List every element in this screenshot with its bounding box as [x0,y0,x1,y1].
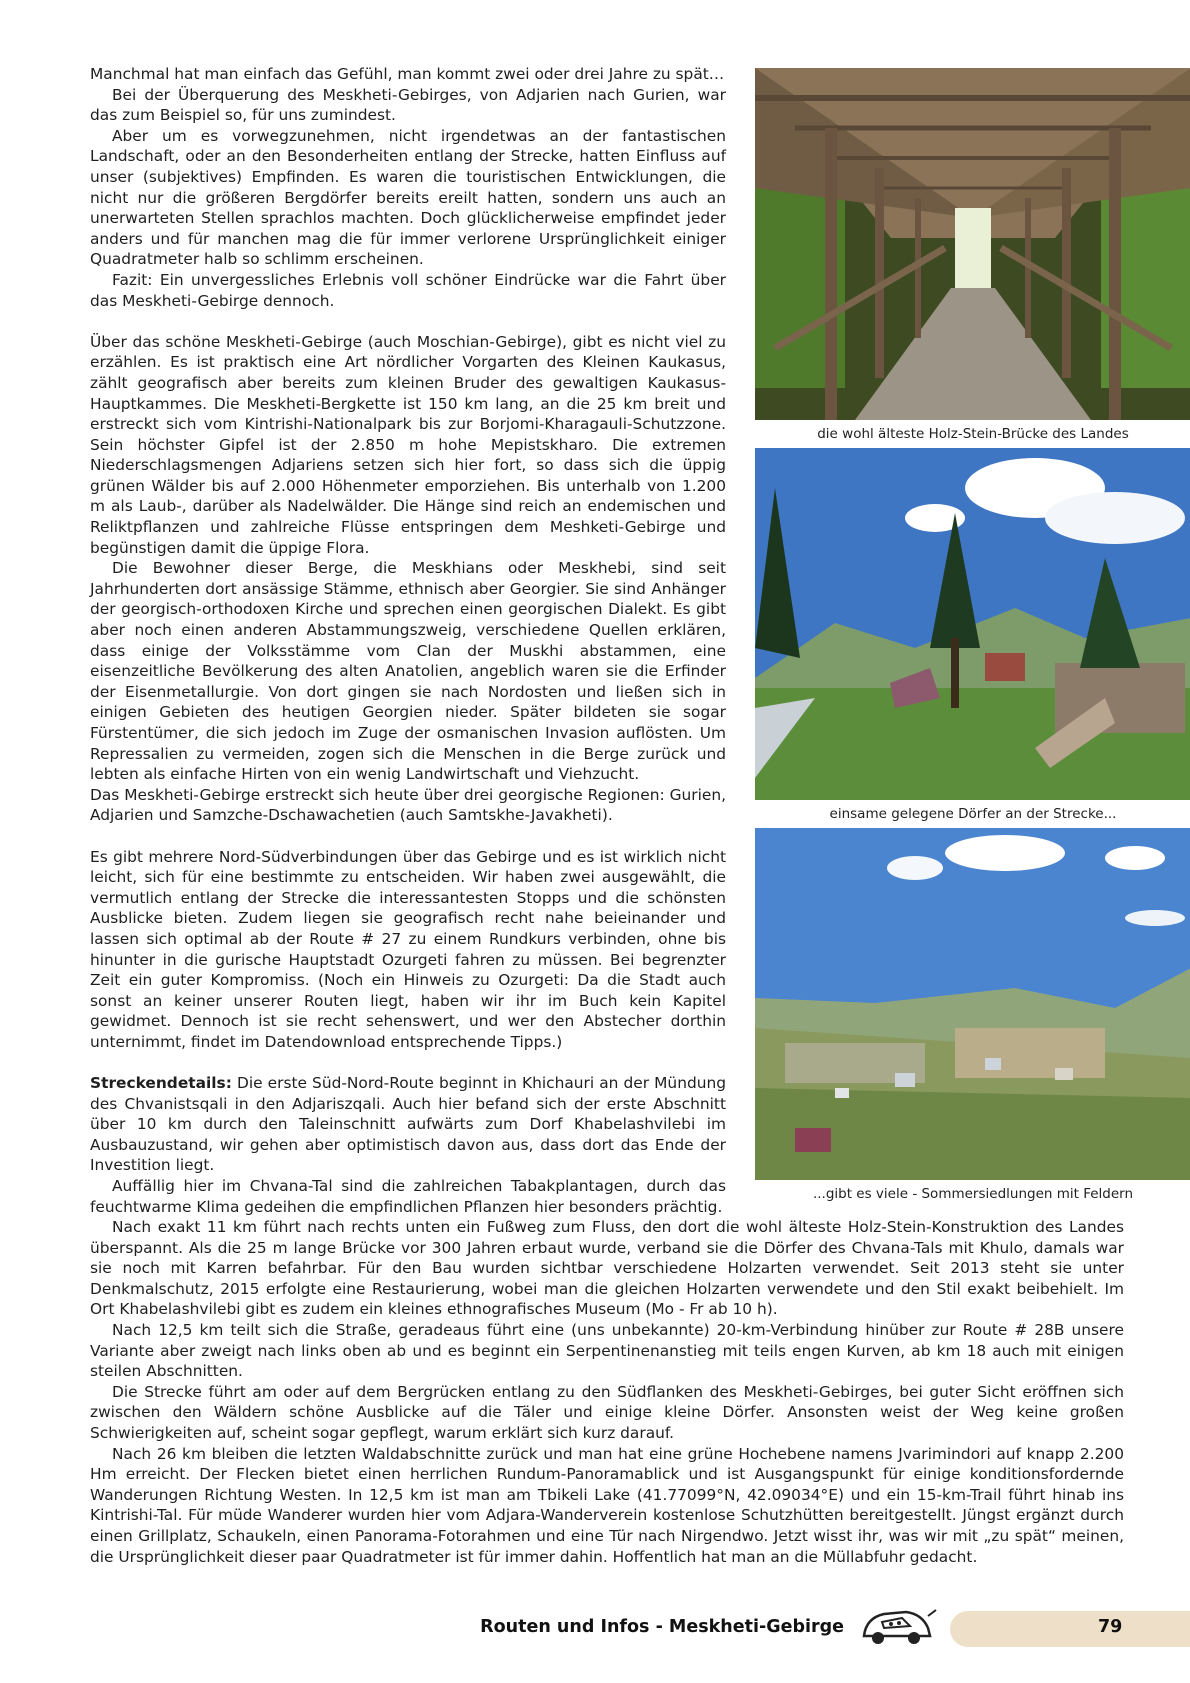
photo-caption: einsame gelegene Dörfer an der Strecke... [829,806,1117,822]
footer-pill [950,1611,1190,1647]
photo-caption: die wohl älteste Holz-Stein-Brücke des Landes [817,426,1129,442]
paragraph: Nach exakt 11 km führt nach rechts unten ein Fußweg zum Fluss, den dort die wohl älteste Holz-Stein-Konstruktion des Landes überspannt. Als die 25 m lange Brücke vor 300 Jahren erbaut wurde, verband sie die Dörfer des Chvana-Tals mit Khulo, damals war sie noch mit Karren befahrbar. Für den Bau wurden sichtbar verschiedene Holzarten verwendet. Seit 2013 steht sie unter Denkmalschutz, 2015 erfolgte eine Restaurierung, wobei man die gleichen Holzarten verwendete und den Stil exakt beibehielt. Im Ort Khabelashvilebi gibt es zudem ein kleines ethnografisches Museum (Mo - Fr ab 10 h). [90,1218,1124,1319]
streckendetails-label: Streckendetails: [90,1074,232,1093]
paragraph: Nach 12,5 km teilt sich die Straße, geradeaus führt eine (uns unbekannte) 20-km-Verbindung hinüber zur Route # 28B unsere Variante aber zweigt nach links oben ab und es beginnt ein Serpentinenanstieg mit teils engen Kurven, ab km 18 auch mit einigen steilen Abschnitten. [90,1320,1124,1381]
paragraph: Das Meskheti-Gebirge erstreckt sich heute über drei georgische Regionen: Gurien, Adjarien und Samzche-Dschawachetien (auch Samtskhe-Javakheti). [90,785,726,825]
paragraph: Aber um es vorwegzunehmen, nicht irgendetwas an der fantastischen Landschaft, oder an den Besonderheiten entlang der Strecke, hatten Einfluss auf unser (subjektives) Empfinden. Es waren die touristischen Entwicklungen, die nicht nur die größeren Bergdörfer bereits ereilt hatten, sondern uns auch an unerwarteten Stellen sprachlos machten. Doch glücklicherweise empfindet jeder anders und für manchen mag die für immer verlorene Ursprünglichkeit einiger Quadratmeter halb so schlimm erscheinen. [90,126,726,269]
footer-title: Routen und Infos - Meskheti-Gebirge [480,1617,844,1637]
streckendetails-paragraph [90,1073,726,1176]
settlement-photo [755,828,1190,1180]
village-photo [755,448,1190,800]
paragraph: Manchmal hat man einfach das Gefühl, man kommt zwei oder drei Jahre zu spät… [90,65,725,83]
paragraph: Die Strecke führt am oder auf dem Bergrücken entlang zu den Südflanken des Meskheti-Gebirges, bei guter Sicht eröffnen sich zwischen den Wäldern schöne Ausblicke auf die Täler und einige kleine Dörfer. Ansonsten weist der Weg keine großen Schwierigkeiten auf, scheint sogar gepflegt, warum erklärt sich kurz darauf. [90,1382,1124,1442]
streckendetails-text: Die erste Süd-Nord-Route beginnt in Khichauri an der Mündung des Chvanistsqali in den Adjariszqali. Auch hier befand sich der erste Abschnitt über 10 km durch den Taleinschnitt aufwärts zum Dorf Khabelashvilebi im Ausbauzustand, wir gehen aber optimistisch davon aus, dass dort das Ende der Investition liegt. [90,1074,726,1175]
paragraph: Auffällig hier im Chvana-Tal sind die zahlreichen Tabakplantagen, durch das feuchtwarme Klima gedeihen die empfindlichen Pflanzen hier besonders prächtig. [90,1177,726,1216]
paragraph: Es gibt mehrere Nord-Südverbindungen über das Gebirge und es ist wirklich nicht leicht, sich für eine bestimmte zu entscheiden. Wir haben zwei ausgewählt, die vermutlich entlang der Strecke die interessantesten Stopps und die schönsten Ausblicke bieten. Zudem liegen sie geografisch recht nahe beieinander und lassen sich optimal ab der Route # 27 zu einem Rundkurs verbinden, ohne bis hinunter in die gurische Hauptstadt Ozurgeti fahren zu müssen. Bei begrenzter Zeit ein guter Kompromiss. (Noch ein Hinweis zu Ozurgeti: Da die Stadt auch sonst an keiner unserer Routen liegt, haben wir ihr im Buch kein Kapitel gewidmet. Dennoch ist sie recht sehenswert, und wer den Abstecher dorthin unternimmt, findet im Datendownload entsprechende Tipps.) [90,847,726,1051]
paragraph: Fazit: Ein unvergessliches Erlebnis voll schöner Eindrücke war die Fahrt über das Meskheti-Gebirge dennoch. [90,270,726,310]
paragraph: Die Bewohner dieser Berge, die Meskhians oder Meskhebi, sind seit Jahrhunderten dort ansässige Stämme, ethnisch aber Georgier. Sie sind Anhänger der georgisch-orthodoxen Kirche und sprechen einen georgischen Dialekt. Es gibt aber noch einen anderen Abstammungszweig, verschiedene Quellen erklären, dass einige der Volksstämme vom Clan der Muskhi abstammen, eine eisenzeitliche Bevölkerung des alten Anatolien, angeblich waren sie die Erfinder der Eisenmetallurgie. Von dort gingen sie nach Nordosten und ließen sich in einigen Gebieten des heutigen Georgien nieder. Später bildeten sie sogar Fürstentümer, die sich jedoch im Zuge der osmanischen Invasion auflösten. Um Repressalien zu vermeiden, zogen sich die Menschen in die Berge zurück und lebten als einfache Hirten von ein wenig Landwirtschaft und Viehzucht. [90,559,726,784]
left-column-text [90,64,726,1217]
bridge-photo [755,68,1190,420]
paragraph: Über das schöne Meskheti-Gebirge (auch Moschian-Gebirge), gibt es nicht viel zu erzählen. Es ist praktisch eine Art nördlicher Vorgarten des Kleinen Kaukasus, zählt geografisch aber bereits zum kleinen Bruder des gewaltigen Kaukasus-Hauptkammes. Die Meskheti-Bergkette ist 150 km lang, an die 25 km breit und erstreckt sich vom Kintrishi-Nationalpark bis zur Borjomi-Kharagauli-Schutzzone. Sein höchster Gipfel ist der 2.850 m hohe Mepistskharo. Die extremen Niederschlagsmengen Adjariens setzen sich hier fort, so dass sich die üppig grünen Wälder bis auf 2.000 Höhenmeter emporziehen. Bis unterhalb von 1.200 m als Laub-, darüber als Nadelwälder. Die Hänge sind reich an endemischen und Reliktpflanzen und zahlreiche Flüsse entspringen dem Meshketi-Gebirge und begünstigen damit die üppige Flora. [90,332,726,557]
full-width-text [90,1217,1124,1567]
paragraph: Nach 26 km bleiben die letzten Waldabschnitte zurück und man hat eine grüne Hochebene namens Jvarimindori auf knapp 2.200 Hm erreicht. Der Flecken bietet einen herrlichen Rundum-Panoramablick und ist Ausgangspunkt für einige konditionsfordernde Wanderungen Richtung Westen. In 12,5 km ist man am Tbikeli Lake (41.77099°N, 42.09034°E) und ein 15-km-Trail führt hinab ins Kintrishi-Tal. Für müde Wanderer wurden hier vom Adjara-Wanderverein kostenlose Schutzhütten bereitgestellt. Jüngst ergänzt durch einen Grillplatz, Schaukeln, einen Panorama-Fotorahmen und eine Tür nach Nirgendwo. Jetzt wisst ihr, was wir mit „zu spät“ meinen, die Ursprünglichkeit dieser paar Quadratmeter ist für immer dahin. Hoffentlich hat man an die Müllabfuhr gedacht. [90,1444,1124,1566]
page-number: 79 [1098,1617,1123,1637]
car-mascot-icon [858,1606,938,1648]
photo-caption: ...gibt es viele - Sommersiedlungen mit Feldern [812,1186,1134,1202]
paragraph: Bei der Überquerung des Meskheti-Gebirges, von Adjarien nach Gurien, war das zum Beispiel so, für uns zumindest. [90,85,726,125]
